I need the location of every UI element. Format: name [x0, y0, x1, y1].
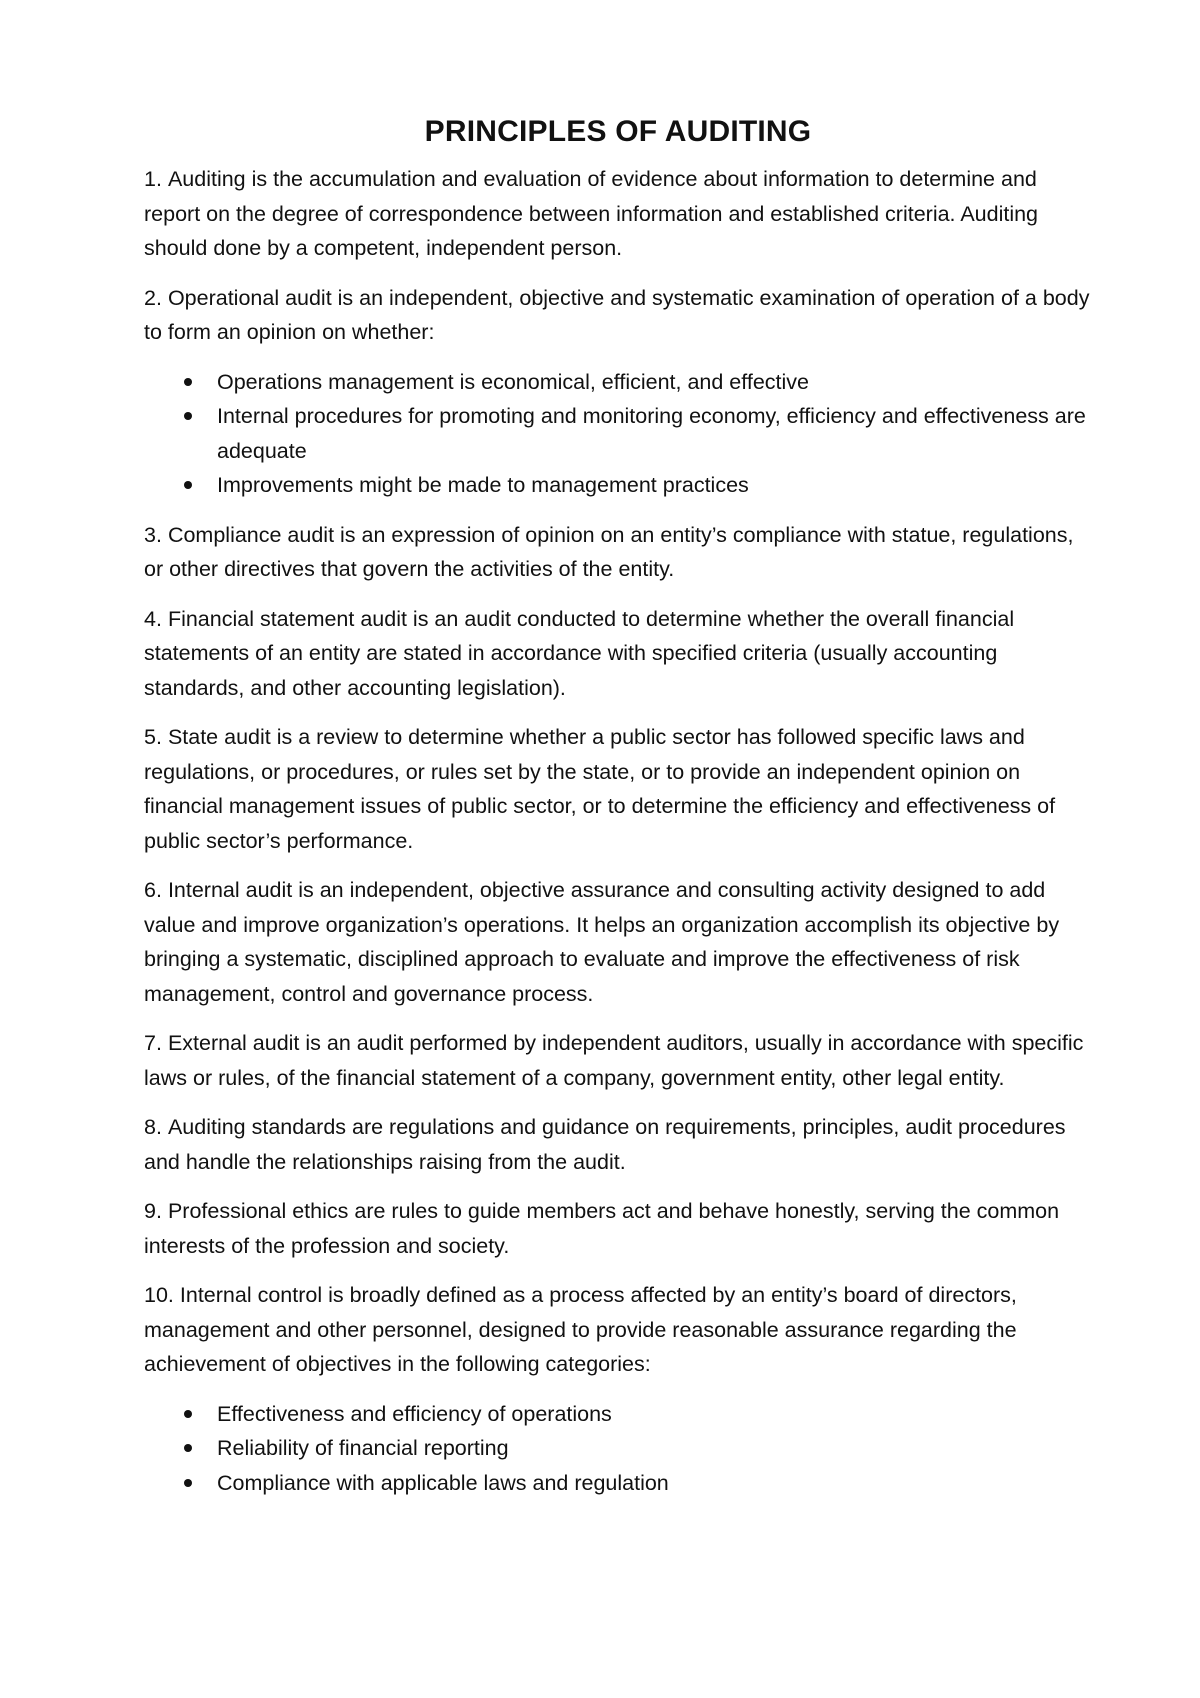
page-title: PRINCIPLES OF AUDITING	[424, 115, 812, 148]
paragraph-2	[144, 281, 1092, 350]
operational-audit-criteria-list	[144, 365, 1092, 503]
paragraph-number: 10.	[144, 1283, 174, 1307]
paragraph-text: Compliance audit is an expression of opinion on an entity’s compliance with statue, regulations, or other directives that govern the activities of the entity.	[144, 522, 1074, 581]
list-item: Effectiveness and efficiency of operations	[144, 1397, 1092, 1432]
bullet-icon	[184, 412, 192, 420]
paragraph-text: Financial statement audit is an audit conducted to determine whether the overall financial statements of an entity are stated in accordance with specified criteria (usually accounting standards, and other accounting legislation).	[144, 606, 1015, 700]
bullet-icon	[184, 481, 192, 489]
paragraph-text: External audit is an audit performed by independent auditors, usually in accordance with specific laws or rules, of the financial statement of a company, government entity, other legal entity.	[144, 1031, 1084, 1090]
paragraph-1	[144, 162, 1092, 266]
bullet-icon	[184, 1479, 192, 1487]
paragraph-10	[144, 1278, 1092, 1382]
paragraph-number: 1.	[144, 167, 162, 191]
paragraph-text: Internal audit is an independent, objective assurance and consulting activity designed to add value and improve organization’s operations. It helps an organization accomplish its objective by bringing a systematic, disciplined approach to evaluate and improve the effectiveness of risk management, control and governance process.	[144, 878, 1060, 1006]
paragraph-number: 9.	[144, 1199, 162, 1223]
bullet-icon	[184, 378, 192, 386]
list-item: Operations management is economical, efficient, and effective	[144, 365, 1092, 400]
paragraph-6	[144, 873, 1092, 1011]
paragraph-number: 3.	[144, 522, 162, 547]
paragraph-number: 6.	[144, 878, 162, 902]
bullet-icon	[184, 1444, 192, 1452]
paragraph-7	[144, 1026, 1092, 1095]
paragraph-3	[144, 518, 1092, 587]
paragraph-number: 8.	[144, 1115, 162, 1139]
paragraph-text: Professional ethics are rules to guide members act and behave honestly, serving the common interests of the profession and society.	[144, 1199, 1060, 1258]
paragraph-number: 4.	[144, 606, 162, 631]
bullet-icon	[184, 1410, 192, 1418]
paragraph-8	[144, 1110, 1092, 1179]
paragraph-text: Operational audit is an independent, objective and systematic examination of operation of a body to form an opinion on whether:	[144, 285, 1090, 344]
paragraph-number: 7.	[144, 1031, 162, 1055]
list-item: Internal procedures for promoting and monitoring economy, efficiency and effectiveness are adequate	[144, 399, 1092, 468]
paragraph-5	[144, 720, 1092, 858]
list-item: Reliability of financial reporting	[144, 1431, 1092, 1466]
paragraph-text: Internal control is broadly defined as a process affected by an entity’s board of directors, management and other personnel, designed to provide reasonable assurance regarding the achievement of objectives in the following categories:	[144, 1283, 1017, 1376]
paragraph-4	[144, 602, 1092, 706]
paragraph-number: 5.	[144, 725, 162, 749]
paragraph-text: Auditing standards are regulations and guidance on requirements, principles, audit procedures and handle the relationships raising from the audit.	[144, 1115, 1066, 1174]
list-item: Compliance with applicable laws and regulation	[144, 1466, 1092, 1501]
list-item: Improvements might be made to management practices	[144, 468, 1092, 503]
internal-control-categories-list	[144, 1397, 1092, 1501]
paragraph-number: 2.	[144, 285, 162, 310]
paragraph-text: State audit is a review to determine whether a public sector has followed specific laws and regulations, or procedures, or rules set by the state, or to provide an independent opinion on financial management issues of public sector, or to determine the efficiency and effectiveness of public sector’s performance.	[144, 725, 1056, 853]
document-page	[144, 112, 1092, 1515]
paragraph-text: Auditing is the accumulation and evaluation of evidence about information to determine and report on the degree of correspondence between information and established criteria. Auditing should done by a competent, independent person.	[144, 167, 1039, 260]
paragraph-9	[144, 1194, 1092, 1263]
